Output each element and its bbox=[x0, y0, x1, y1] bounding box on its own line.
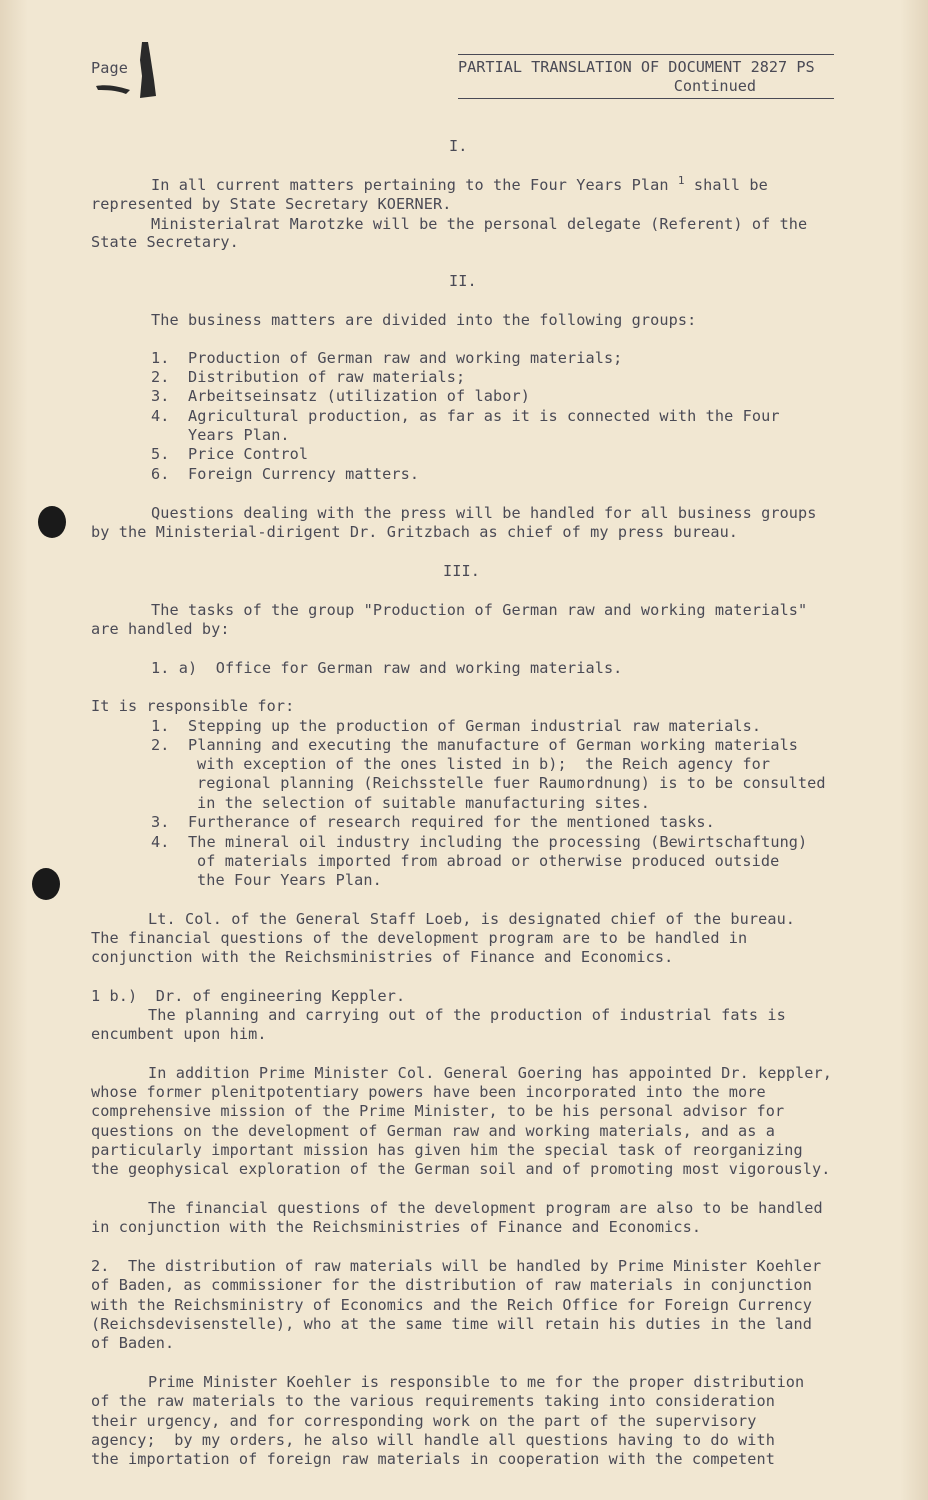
paragraph-line: with the Reichsministry of Economics and the Reich Office for Foreign Currency bbox=[91, 1296, 813, 1314]
paragraph-line: whose former plenitpotentiary powers have been incorporated into the more bbox=[91, 1083, 766, 1101]
paragraph-line: Lt. Col. of the General Staff Loeb, is designated chief of the bureau. bbox=[148, 910, 796, 928]
list-item: 3. Furtherance of research required for the mentioned tasks. bbox=[151, 813, 715, 831]
paragraph-line: represented by State Secretary KOERNER. bbox=[91, 195, 452, 213]
paragraph-line: of the raw materials to the various requirements taking into consideration bbox=[91, 1392, 776, 1410]
paragraph-line: It is responsible for: bbox=[91, 697, 295, 715]
paragraph-line: comprehensive mission of the Prime Minister, to be his personal advisor for bbox=[91, 1102, 785, 1120]
list-item-continuation: with exception of the ones listed in b); the Reich agency for bbox=[197, 755, 771, 773]
paragraph-line: The financial questions of the development program are also to be handled bbox=[148, 1199, 823, 1217]
list-item: 6. Foreign Currency matters. bbox=[151, 465, 420, 483]
paragraph-line: The tasks of the group "Production of German raw and working materials" bbox=[151, 601, 808, 619]
paragraph-line: Questions dealing with the press will be handled for all business groups bbox=[151, 504, 817, 522]
paragraph-line: questions on the development of German raw and working materials, and as a bbox=[91, 1122, 776, 1140]
list-item: 1. Stepping up the production of German industrial raw materials. bbox=[151, 717, 762, 735]
header-rule-top bbox=[458, 54, 834, 55]
paragraph-line: In addition Prime Minister Col. General Goering has appointed Dr. keppler, bbox=[148, 1064, 833, 1082]
paper-edge-left bbox=[0, 0, 28, 1500]
list-item-continuation: of materials imported from abroad or otherwise produced outside bbox=[197, 852, 780, 870]
document-subtitle: Continued bbox=[673, 77, 756, 95]
text-fragment: shall be bbox=[693, 176, 768, 194]
list-item: 2. Distribution of raw materials; bbox=[151, 368, 466, 386]
list-item-continuation: regional planning (Reichsstelle fuer Raumordnung) is to be consulted bbox=[197, 774, 826, 792]
section-heading-3: III. bbox=[443, 562, 480, 580]
paragraph-line bbox=[151, 176, 768, 196]
paragraph-line: Prime Minister Koehler is responsible to me for the proper distribution bbox=[148, 1373, 805, 1391]
paragraph-line: State Secretary. bbox=[91, 233, 239, 251]
paragraph-line: particularly important mission has given him the special task of reorganizing bbox=[91, 1141, 803, 1159]
paragraph-line: their urgency, and for corresponding work on the part of the supervisory bbox=[91, 1412, 757, 1430]
list-item: 4. Agricultural production, as far as it is connected with the Four bbox=[151, 407, 780, 425]
paragraph-line: agency; by my orders, he also will handle all questions having to do with bbox=[91, 1431, 776, 1449]
subheading: 1. a) Office for German raw and working materials. bbox=[151, 659, 623, 677]
section-heading-2: II. bbox=[449, 272, 477, 290]
section-heading-1: I. bbox=[449, 137, 468, 155]
list-item-continuation: the Four Years Plan. bbox=[197, 871, 382, 889]
paragraph-line: The planning and carrying out of the production of industrial fats is bbox=[148, 1006, 786, 1024]
paragraph-line: the geophysical exploration of the German soil and of promoting most vigorously. bbox=[91, 1160, 831, 1178]
punch-hole-lower bbox=[32, 868, 60, 900]
paragraph-line: are handled by: bbox=[91, 620, 230, 638]
paragraph-line: 2. The distribution of raw materials will be handled by Prime Minister Koehler bbox=[91, 1257, 822, 1275]
punch-hole-upper bbox=[38, 506, 66, 538]
paragraph-line: of Baden. bbox=[91, 1334, 175, 1352]
paper-edge-right bbox=[900, 0, 928, 1500]
paragraph-line: by the Ministerial-dirigent Dr. Gritzbach as chief of my press bureau. bbox=[91, 523, 739, 541]
paragraph-line: The financial questions of the development program are to be handled in bbox=[91, 929, 748, 947]
subheading: 1 b.) Dr. of engineering Keppler. bbox=[91, 987, 406, 1005]
paragraph-line: Ministerialrat Marotzke will be the personal delegate (Referent) of the bbox=[151, 215, 808, 233]
list-item: 2. Planning and executing the manufacture of German working materials bbox=[151, 736, 799, 754]
document-title: PARTIAL TRANSLATION OF DOCUMENT 2827 PS bbox=[458, 58, 815, 76]
paragraph-line: The business matters are divided into the following groups: bbox=[151, 311, 697, 329]
header-rule-bottom bbox=[458, 98, 834, 99]
footnote-mark: 1 bbox=[677, 174, 685, 187]
list-item-continuation: Years Plan. bbox=[188, 426, 290, 444]
text-fragment: In all current matters pertaining to the Four Years Plan bbox=[151, 176, 669, 194]
document-header bbox=[458, 54, 834, 99]
paragraph-line: encumbent upon him. bbox=[91, 1025, 267, 1043]
paragraph-line: (Reichsdevisenstelle), who at the same time will retain his duties in the land bbox=[91, 1315, 813, 1333]
paragraph-line: the importation of foreign raw materials in cooperation with the competent bbox=[91, 1450, 776, 1468]
list-item: 1. Production of German raw and working materials; bbox=[151, 349, 623, 367]
handwritten-page-number-icon bbox=[96, 40, 162, 102]
page-label: Page bbox=[91, 59, 128, 77]
list-item-continuation: in the selection of suitable manufacturing sites. bbox=[197, 794, 650, 812]
paragraph-line: conjunction with the Reichsministries of Finance and Economics. bbox=[91, 948, 674, 966]
paragraph-line: in conjunction with the Reichsministries of Finance and Economics. bbox=[91, 1218, 702, 1236]
list-item: 5. Price Control bbox=[151, 445, 309, 463]
paragraph-line: of Baden, as commissioner for the distribution of raw materials in conjunction bbox=[91, 1276, 813, 1294]
list-item: 3. Arbeitseinsatz (utilization of labor) bbox=[151, 387, 530, 405]
list-item: 4. The mineral oil industry including the processing (Bewirtschaftung) bbox=[151, 833, 808, 851]
